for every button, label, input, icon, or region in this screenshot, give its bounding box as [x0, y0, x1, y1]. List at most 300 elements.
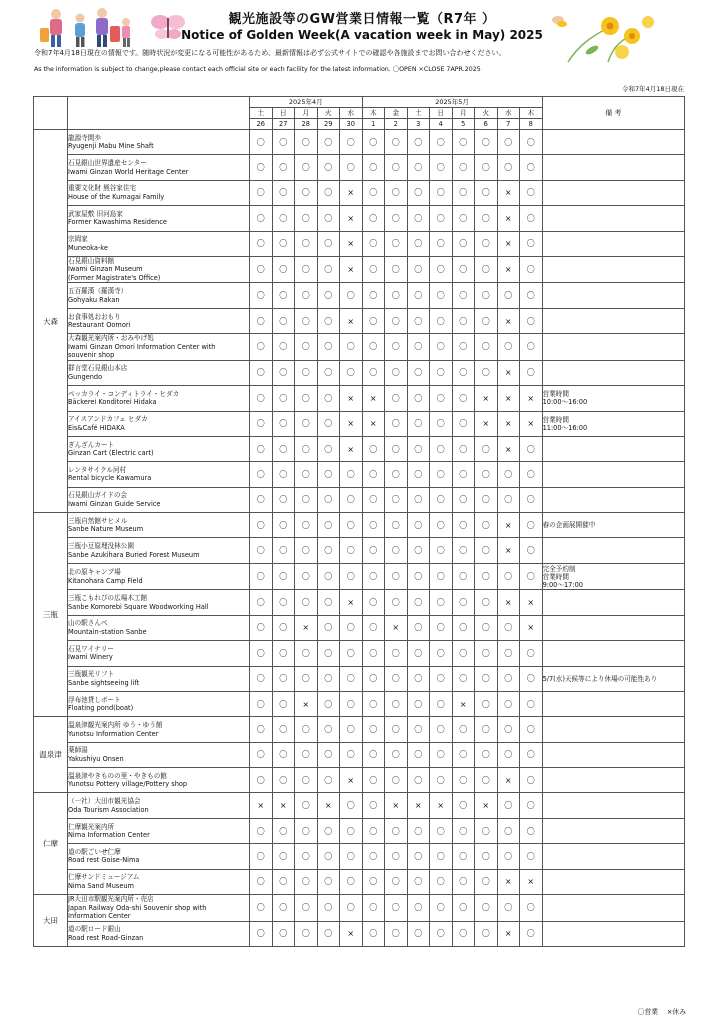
area-name: 大森: [34, 130, 68, 513]
status-open: 〇: [362, 615, 385, 640]
area-header: [34, 97, 68, 130]
facility-name-jp: 五百羅漢（羅漢寺）: [68, 287, 128, 296]
facility-name-en: Gohyaku Rakan: [68, 295, 120, 304]
status-closed: ×: [452, 691, 475, 716]
status-open: 〇: [362, 462, 385, 487]
status-open: 〇: [295, 742, 318, 767]
remark-line: 5/7(水)天候等により休場の可能性あり: [542, 674, 658, 683]
status-open: 〇: [475, 615, 498, 640]
facility-name-en: Sanbe Azukihara Buried Forest Museum: [68, 550, 200, 559]
status-closed: ×: [362, 386, 385, 411]
status-open: 〇: [452, 818, 475, 843]
status-closed: ×: [340, 768, 363, 793]
status-open: 〇: [295, 666, 318, 691]
status-open: 〇: [362, 180, 385, 205]
status-closed: ×: [475, 386, 498, 411]
facility-name: [68, 615, 250, 640]
status-open: 〇: [452, 717, 475, 742]
legend-closed: ×休み: [666, 1008, 686, 1016]
date-cell: 1: [362, 119, 385, 130]
status-open: 〇: [317, 742, 340, 767]
status-open: 〇: [362, 869, 385, 894]
status-open: 〇: [385, 691, 408, 716]
facility-name-en: Gungendo: [68, 372, 103, 381]
table-row: [34, 360, 685, 385]
status-open: 〇: [520, 462, 543, 487]
table-row: [34, 869, 685, 894]
status-open: 〇: [385, 538, 408, 563]
status-open: 〇: [475, 717, 498, 742]
status-closed: ×: [497, 206, 520, 231]
status-open: 〇: [520, 231, 543, 256]
status-closed: ×: [340, 180, 363, 205]
status-open: 〇: [295, 180, 318, 205]
status-closed: ×: [407, 793, 430, 818]
status-open: 〇: [452, 283, 475, 308]
status-open: 〇: [317, 411, 340, 436]
status-open: 〇: [362, 436, 385, 461]
remark-line: 10:00～16:00: [542, 398, 588, 407]
status-open: 〇: [452, 436, 475, 461]
status-closed: ×: [497, 360, 520, 385]
status-open: 〇: [430, 921, 453, 946]
status-closed: ×: [475, 411, 498, 436]
facility-name-jp: 三瓶自然館サヒメル: [68, 516, 128, 525]
status-open: 〇: [362, 334, 385, 361]
status-open: 〇: [520, 180, 543, 205]
status-open: 〇: [407, 895, 430, 922]
status-open: 〇: [520, 895, 543, 922]
status-open: 〇: [250, 436, 273, 461]
status-open: 〇: [272, 334, 295, 361]
status-open: 〇: [497, 334, 520, 361]
status-open: 〇: [317, 130, 340, 155]
status-open: 〇: [272, 283, 295, 308]
status-open: 〇: [430, 768, 453, 793]
facility-name-jp: 石見ワイナリー: [68, 644, 114, 653]
facility-name-jp: ぎんざんカート: [68, 440, 115, 449]
remarks-cell: [542, 462, 685, 487]
facility-name-jp: 三瓶こもれびの広場木工館: [68, 594, 148, 603]
status-open: 〇: [452, 130, 475, 155]
remarks-cell: [542, 844, 685, 869]
facility-name-en: Sanbe sightseeing lift: [68, 678, 140, 687]
status-open: 〇: [475, 513, 498, 538]
status-open: 〇: [317, 717, 340, 742]
status-open: 〇: [250, 386, 273, 411]
status-open: 〇: [272, 462, 295, 487]
status-open: 〇: [317, 768, 340, 793]
facility-name-en: Yunotsu Pottery village/Pottery shop: [68, 780, 188, 789]
status-open: 〇: [385, 334, 408, 361]
status-open: 〇: [340, 818, 363, 843]
status-open: 〇: [317, 231, 340, 256]
status-open: 〇: [362, 844, 385, 869]
facility-name-en: Ginzan Cart (Electric cart): [68, 449, 154, 458]
status-open: 〇: [430, 206, 453, 231]
status-open: 〇: [407, 538, 430, 563]
status-open: 〇: [520, 691, 543, 716]
table-row: [34, 436, 685, 461]
status-open: 〇: [340, 869, 363, 894]
status-open: 〇: [430, 869, 453, 894]
status-closed: ×: [340, 436, 363, 461]
status-open: 〇: [250, 462, 273, 487]
status-open: 〇: [452, 768, 475, 793]
status-open: 〇: [407, 615, 430, 640]
facility-name: [68, 334, 250, 361]
remarks-cell: [542, 436, 685, 461]
status-closed: ×: [497, 386, 520, 411]
status-open: 〇: [520, 308, 543, 333]
date-cell: 26: [250, 119, 273, 130]
status-open: 〇: [520, 793, 543, 818]
status-open: 〇: [475, 641, 498, 666]
status-closed: ×: [497, 869, 520, 894]
status-open: 〇: [475, 155, 498, 180]
facility-name: [68, 768, 250, 793]
facility-name-en: Mountain-station Sanbe: [68, 627, 147, 636]
status-open: 〇: [407, 308, 430, 333]
status-open: 〇: [475, 436, 498, 461]
weekday-cell: 木: [362, 108, 385, 119]
status-open: 〇: [295, 436, 318, 461]
remarks-cell: [542, 717, 685, 742]
status-open: 〇: [250, 869, 273, 894]
status-open: 〇: [340, 742, 363, 767]
status-open: 〇: [362, 691, 385, 716]
facility-name-en: (Former Magistrate's Office): [68, 273, 161, 282]
status-open: 〇: [407, 155, 430, 180]
status-closed: ×: [520, 615, 543, 640]
status-open: 〇: [475, 742, 498, 767]
status-open: 〇: [385, 717, 408, 742]
remarks-cell: [542, 563, 685, 590]
status-open: 〇: [272, 538, 295, 563]
table-row: [34, 256, 685, 283]
status-closed: ×: [497, 308, 520, 333]
weekday-cell: 火: [475, 108, 498, 119]
table-row: [34, 180, 685, 205]
status-open: 〇: [520, 155, 543, 180]
facility-name: [68, 130, 250, 155]
status-open: 〇: [385, 231, 408, 256]
status-open: 〇: [475, 180, 498, 205]
status-open: 〇: [340, 462, 363, 487]
table-row: [34, 462, 685, 487]
month-header-row: [34, 97, 685, 108]
status-open: 〇: [317, 180, 340, 205]
remarks-cell: [542, 231, 685, 256]
status-open: 〇: [497, 895, 520, 922]
status-open: 〇: [362, 590, 385, 615]
facility-name-en: Eis&Café HIDAKA: [68, 423, 125, 432]
status-open: 〇: [317, 895, 340, 922]
legend-open: 〇営業: [637, 1008, 659, 1016]
status-open: 〇: [362, 231, 385, 256]
status-open: 〇: [385, 666, 408, 691]
facility-header: [68, 97, 250, 130]
status-open: 〇: [430, 513, 453, 538]
status-closed: ×: [272, 793, 295, 818]
status-open: 〇: [317, 615, 340, 640]
status-open: 〇: [430, 717, 453, 742]
facility-name-jp: 薬師湯: [68, 746, 88, 755]
remarks-cell: [542, 768, 685, 793]
facility-name-en: Sanbe Komorebi Square Woodworking Hall: [68, 602, 209, 611]
facility-name-jp: （一社）大田市観光協会: [68, 797, 141, 806]
facility-name-en: souvenir shop: [68, 351, 115, 360]
status-open: 〇: [407, 590, 430, 615]
status-open: 〇: [385, 130, 408, 155]
status-open: 〇: [385, 360, 408, 385]
status-open: 〇: [497, 283, 520, 308]
status-open: 〇: [407, 844, 430, 869]
status-open: 〇: [295, 895, 318, 922]
status-open: 〇: [385, 513, 408, 538]
status-open: 〇: [497, 130, 520, 155]
status-open: 〇: [520, 563, 543, 590]
table-row: [34, 666, 685, 691]
status-open: 〇: [475, 921, 498, 946]
status-open: 〇: [452, 180, 475, 205]
status-open: 〇: [407, 386, 430, 411]
weekday-cell: 木: [520, 108, 543, 119]
status-open: 〇: [295, 590, 318, 615]
remarks-cell: [542, 590, 685, 615]
status-closed: ×: [340, 590, 363, 615]
status-open: 〇: [317, 513, 340, 538]
status-open: 〇: [250, 180, 273, 205]
status-open: 〇: [272, 641, 295, 666]
table-row: [34, 615, 685, 640]
status-open: 〇: [250, 844, 273, 869]
status-open: 〇: [475, 818, 498, 843]
status-open: 〇: [317, 487, 340, 512]
status-open: 〇: [385, 844, 408, 869]
status-open: 〇: [250, 895, 273, 922]
status-open: 〇: [475, 844, 498, 869]
status-open: 〇: [520, 666, 543, 691]
status-open: 〇: [430, 462, 453, 487]
status-open: 〇: [430, 590, 453, 615]
facility-name-jp: 山の駅さんべ: [68, 619, 108, 628]
table-row: [34, 768, 685, 793]
facility-name: [68, 360, 250, 385]
status-open: 〇: [250, 360, 273, 385]
status-open: 〇: [295, 563, 318, 590]
status-open: 〇: [317, 666, 340, 691]
status-open: 〇: [250, 538, 273, 563]
status-open: 〇: [362, 206, 385, 231]
status-open: 〇: [250, 768, 273, 793]
status-open: 〇: [295, 360, 318, 385]
status-open: 〇: [407, 180, 430, 205]
remarks-cell: [542, 155, 685, 180]
status-open: 〇: [317, 844, 340, 869]
status-open: 〇: [250, 921, 273, 946]
facility-name: [68, 513, 250, 538]
status-open: 〇: [295, 487, 318, 512]
status-open: 〇: [430, 818, 453, 843]
facility-name: [68, 895, 250, 922]
facility-name: [68, 308, 250, 333]
status-open: 〇: [362, 563, 385, 590]
status-open: 〇: [295, 206, 318, 231]
status-open: 〇: [340, 844, 363, 869]
table-row: [34, 641, 685, 666]
status-open: 〇: [452, 308, 475, 333]
status-open: 〇: [385, 487, 408, 512]
status-open: 〇: [295, 641, 318, 666]
facility-name-en: Kitanohara Camp Field: [68, 576, 143, 585]
status-open: 〇: [272, 921, 295, 946]
date-cell: 8: [520, 119, 543, 130]
status-open: 〇: [475, 231, 498, 256]
status-open: 〇: [250, 411, 273, 436]
status-open: 〇: [407, 256, 430, 283]
facility-name-jp: 三瓶小豆原埋没林公園: [68, 542, 134, 551]
status-open: 〇: [475, 283, 498, 308]
facility-name-en: Restaurant Oomori: [68, 321, 131, 330]
weekday-cell: 日: [272, 108, 295, 119]
remarks-cell: [542, 130, 685, 155]
status-open: 〇: [452, 895, 475, 922]
status-open: 〇: [362, 793, 385, 818]
status-closed: ×: [362, 411, 385, 436]
facility-name-en: Rental bicycle Kawamura: [68, 474, 152, 483]
status-open: 〇: [430, 411, 453, 436]
status-open: 〇: [272, 869, 295, 894]
area-name: 大田: [34, 895, 68, 947]
facility-name: [68, 231, 250, 256]
remarks-cell: [542, 308, 685, 333]
facility-name-en: Iwami Ginzan Museum: [68, 265, 143, 274]
facility-name-jp: 道の駅ごいせ仁摩: [68, 847, 121, 856]
status-open: 〇: [430, 615, 453, 640]
status-open: 〇: [430, 308, 453, 333]
status-open: 〇: [497, 844, 520, 869]
status-open: 〇: [272, 768, 295, 793]
status-open: 〇: [250, 691, 273, 716]
status-open: 〇: [340, 360, 363, 385]
facility-name: [68, 666, 250, 691]
status-open: 〇: [452, 386, 475, 411]
date-cell: 3: [407, 119, 430, 130]
facility-name: [68, 436, 250, 461]
facility-name-en: Former Kawashima Residence: [68, 218, 167, 227]
status-open: 〇: [520, 130, 543, 155]
status-closed: ×: [497, 180, 520, 205]
facility-name-en: Iwami Winery: [68, 653, 113, 662]
weekday-cell: 月: [452, 108, 475, 119]
status-open: 〇: [340, 641, 363, 666]
status-closed: ×: [430, 793, 453, 818]
status-open: 〇: [430, 130, 453, 155]
table-row: [34, 155, 685, 180]
status-open: 〇: [272, 411, 295, 436]
status-closed: ×: [520, 411, 543, 436]
status-open: 〇: [272, 487, 295, 512]
status-open: 〇: [362, 717, 385, 742]
status-open: 〇: [407, 742, 430, 767]
status-open: 〇: [497, 666, 520, 691]
facility-name: [68, 844, 250, 869]
status-open: 〇: [317, 538, 340, 563]
status-open: 〇: [295, 818, 318, 843]
facility-name-jp: 仁摩サンドミュージアム: [68, 873, 140, 882]
table-row: [34, 818, 685, 843]
status-open: 〇: [407, 411, 430, 436]
status-open: 〇: [250, 283, 273, 308]
status-open: 〇: [317, 563, 340, 590]
status-open: 〇: [340, 334, 363, 361]
date-cell: 2: [385, 119, 408, 130]
status-open: 〇: [250, 487, 273, 512]
page-title-jp: 観光施設等のGW営業日情報一覧（R7年 ）: [228, 12, 496, 27]
date-cell: 6: [475, 119, 498, 130]
status-open: 〇: [272, 717, 295, 742]
status-open: 〇: [295, 513, 318, 538]
table-row: [34, 538, 685, 563]
legend: [638, 1006, 686, 1016]
remark-line: 営業時間: [542, 572, 569, 581]
status-open: 〇: [520, 717, 543, 742]
status-open: 〇: [452, 256, 475, 283]
date-cell: 28: [295, 119, 318, 130]
status-open: 〇: [452, 921, 475, 946]
facility-name: [68, 283, 250, 308]
status-open: 〇: [430, 155, 453, 180]
status-open: 〇: [475, 334, 498, 361]
status-open: 〇: [385, 386, 408, 411]
remarks-header: 備 考: [542, 97, 685, 130]
status-open: 〇: [497, 155, 520, 180]
facility-name-jp: お食事処おおもり: [68, 312, 121, 321]
facility-name: [68, 717, 250, 742]
remarks-cell: [542, 283, 685, 308]
remarks-cell: [542, 742, 685, 767]
status-open: 〇: [475, 487, 498, 512]
status-open: 〇: [272, 513, 295, 538]
facility-name-jp: 石見銀山資料館: [68, 256, 115, 265]
status-open: 〇: [250, 231, 273, 256]
status-open: 〇: [385, 411, 408, 436]
status-open: 〇: [520, 844, 543, 869]
status-open: 〇: [407, 869, 430, 894]
status-open: 〇: [385, 895, 408, 922]
remarks-cell: [542, 818, 685, 843]
facility-name: [68, 563, 250, 590]
status-open: 〇: [430, 691, 453, 716]
status-open: 〇: [250, 256, 273, 283]
status-open: 〇: [272, 231, 295, 256]
status-closed: ×: [340, 921, 363, 946]
status-open: 〇: [452, 793, 475, 818]
status-open: 〇: [272, 691, 295, 716]
status-open: 〇: [475, 130, 498, 155]
status-open: 〇: [452, 742, 475, 767]
status-open: 〇: [407, 487, 430, 512]
status-open: 〇: [362, 818, 385, 843]
weekday-cell: 金: [385, 108, 408, 119]
status-open: 〇: [250, 334, 273, 361]
table-row: [34, 308, 685, 333]
table-row: [34, 793, 685, 818]
table-row: [34, 590, 685, 615]
status-open: 〇: [385, 180, 408, 205]
status-open: 〇: [520, 206, 543, 231]
